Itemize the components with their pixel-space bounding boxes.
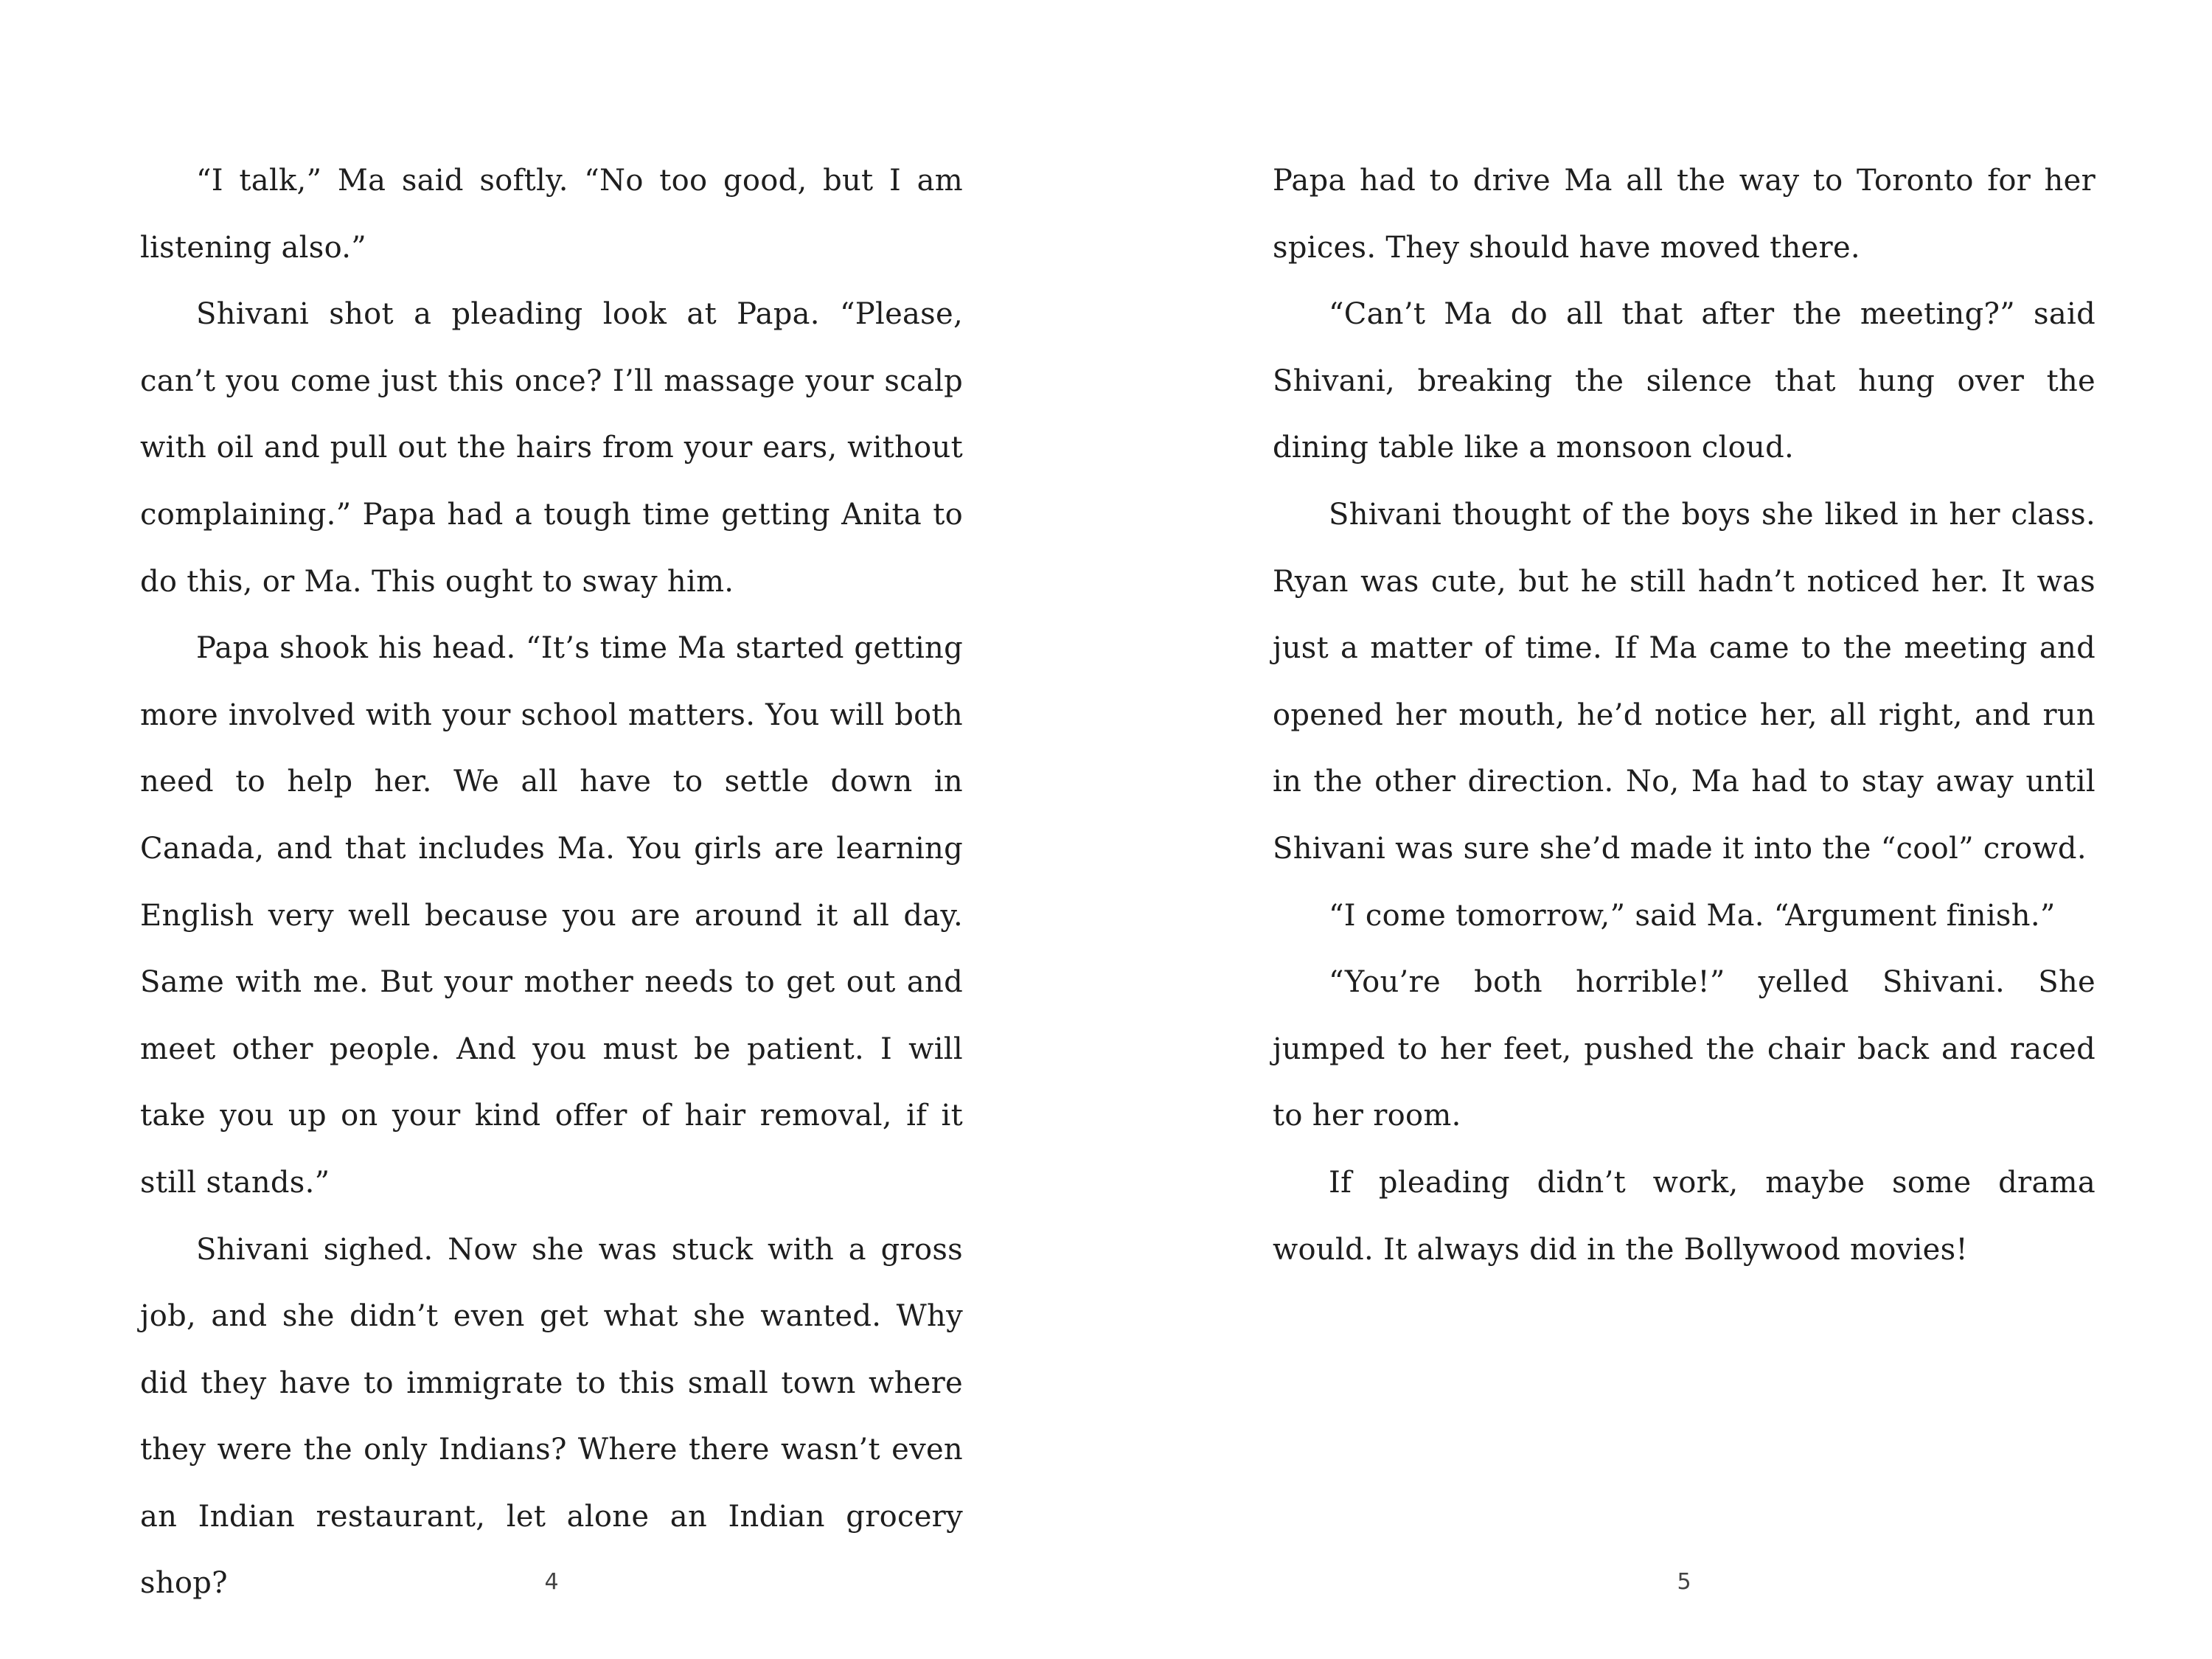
paragraph: “I come tomorrow,” said Ma. “Argument finish.” (1329, 898, 2056, 933)
right-page (1106, 0, 2212, 1659)
paragraph: Papa shook his head. “It’s time Ma started getting more involved with your school matters. You will both need to help her. We all have to settle down in Canada, and that includes Ma. You girls are learning English very well because you are around it all day. Same with me. But your mother needs to get out and meet other people. And you must be patient. I will take you up on your kind offer of hair removal, if it still stands.” (140, 631, 963, 1200)
paragraph: “You’re both horrible!” yelled Shivani. She jumped to her feet, pushed the chair back and raced to her room. (1273, 965, 2096, 1133)
left-page-body (140, 147, 963, 1617)
paragraph: Shivani thought of the boys she liked in her class. Ryan was cute, but he still hadn’t noticed her. It was just a matter of time. If Ma came to the meeting and opened her mouth, he’d notice her, all right, and run in the other direction. No, Ma had to stay away until Shivani was sure she’d made it into the “cool” crowd. (1273, 497, 2096, 866)
paragraph: Shivani sighed. Now she was stuck with a gross job, and she didn’t even get what she wanted. Why did they have to immigrate to this small town where they were the only Indians? Where there wasn’t even an Indian restaurant, let alone an Indian grocery shop? (140, 1232, 963, 1601)
paragraph: If pleading didn’t work, maybe some drama would. It always did in the Bollywood movies! (1273, 1165, 2096, 1267)
paragraph: “Can’t Ma do all that after the meeting?” said Shivani, breaking the silence that hung over the dining table like a monsoon cloud. (1273, 297, 2096, 465)
right-page-body (1273, 147, 2096, 1283)
paragraph: “I talk,” Ma said softly. “No too good, but I am listening also.” (140, 164, 963, 265)
page-number: 4 (544, 1569, 559, 1595)
paragraph-continued: Papa had to drive Ma all the way to Toronto for her spices. They should have moved there. (1273, 164, 2096, 265)
page-number: 5 (1677, 1569, 1691, 1595)
paragraph: Shivani shot a pleading look at Papa. “Please, can’t you come just this once? I’ll massage your scalp with oil and pull out the hairs from your ears, without complaining.” Papa had a tough time getting Anita to do this, or Ma. This ought to sway him. (140, 297, 963, 599)
